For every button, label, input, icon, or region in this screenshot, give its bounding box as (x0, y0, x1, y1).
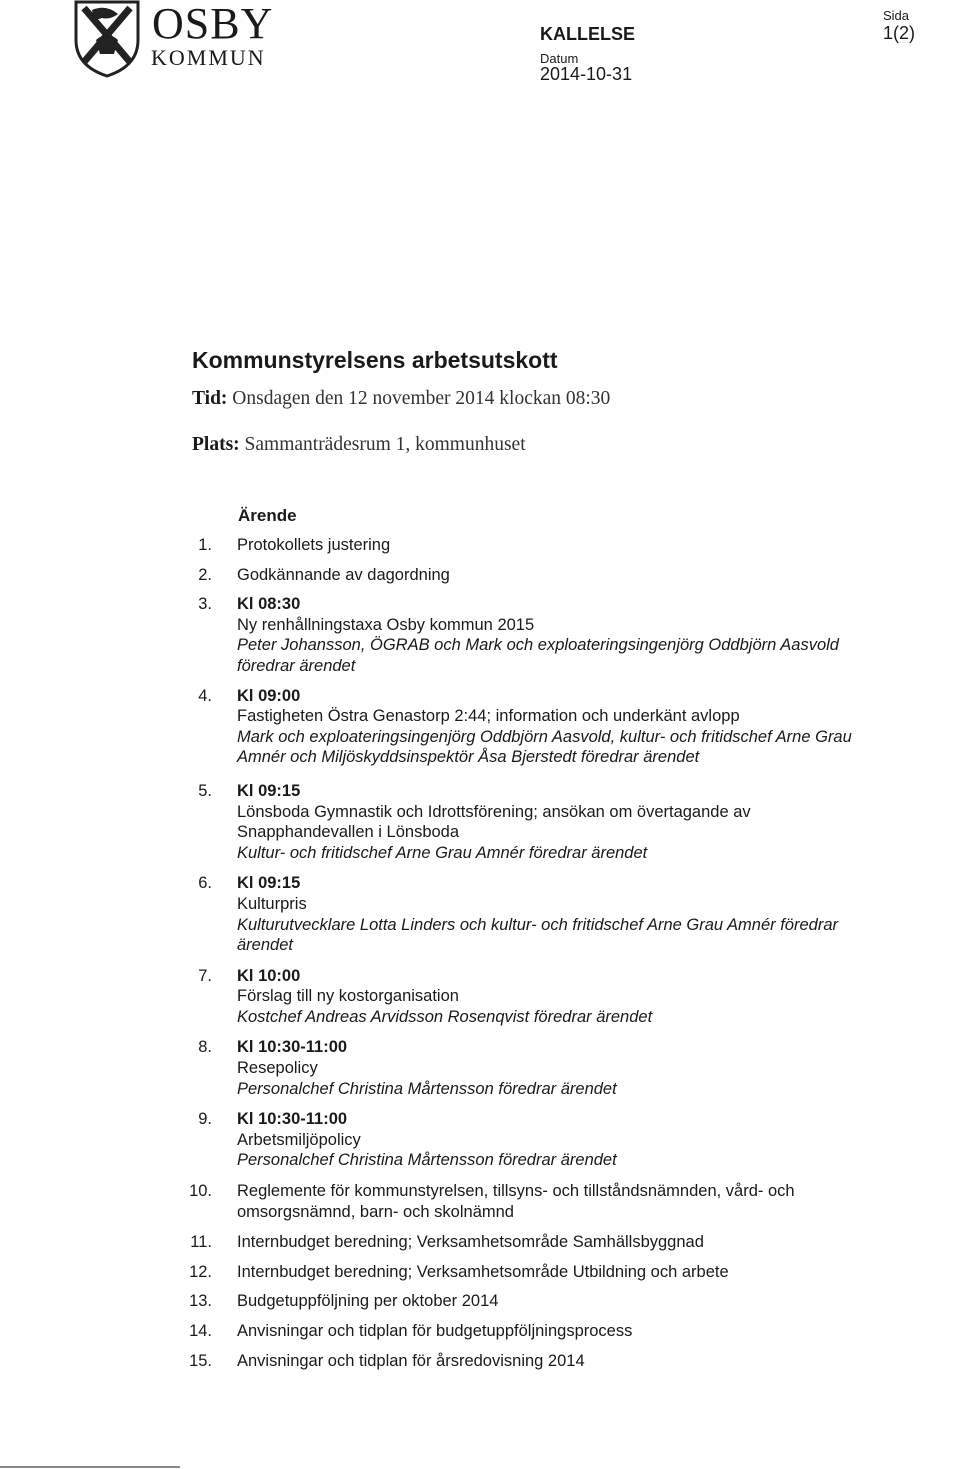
time-value: Onsdagen den 12 november 2014 klockan 08:30 (232, 388, 611, 409)
agenda-item-presenter: Kultur- och fritidschef Arne Grau Amnér föredrar ärendet (237, 843, 648, 862)
date-label: Datum (540, 51, 579, 66)
agenda-item-number: 9. (198, 1110, 212, 1129)
agenda-item-number: 10. (189, 1182, 212, 1201)
agenda-item (0, 873, 960, 955)
footer-rule (0, 1466, 180, 1468)
agenda-item (0, 565, 960, 586)
time-label: Tid: (192, 388, 228, 409)
agenda-item-presenter: Kostchef Andreas Arvidsson Rosenqvist föredrar ärendet (237, 1007, 653, 1026)
agenda-item (0, 1262, 960, 1283)
agenda-item-title: Anvisningar och tidplan för budgetuppföljningsprocess (237, 1322, 633, 1340)
agenda-item-time: Kl 08:30 (237, 595, 301, 614)
agenda-item (0, 686, 960, 768)
agenda-item-body (237, 1351, 857, 1372)
agenda-item-body (237, 594, 857, 676)
agenda-item (0, 1291, 960, 1312)
agenda-item-time: Kl 10:00 (237, 966, 301, 985)
agenda-item-title: Internbudget beredning; Verksamhetsområde Samhällsbyggnad (237, 1233, 704, 1252)
agenda-item-title: Reglemente för kommunstyrelsen, tillsyns- och tillståndsnämnden, vård- och omsorgsnämnd, barn- och skolnämnd (237, 1182, 795, 1221)
agenda-item-number: 13. (189, 1292, 212, 1311)
meeting-place (192, 434, 526, 456)
agenda-item (0, 1109, 960, 1171)
agenda-item (0, 594, 960, 676)
agenda-item-body (237, 1291, 857, 1312)
agenda-item-number: 4. (198, 686, 212, 705)
agenda-item-number: 3. (198, 595, 212, 614)
agenda-item-number: 7. (198, 966, 212, 985)
agenda-item (0, 966, 960, 1028)
agenda-item-time: Kl 09:15 (237, 874, 301, 893)
agenda-item-body (237, 1321, 857, 1342)
agenda-item-time: Kl 10:30-11:00 (237, 1038, 348, 1057)
agenda-item-number: 6. (198, 874, 212, 893)
agenda-item-title: Resepolicy (237, 1059, 318, 1078)
meeting-time (192, 388, 610, 410)
agenda-item (0, 1321, 960, 1342)
agenda-item-title: Kulturpris (237, 894, 307, 913)
agenda-item-body (237, 686, 857, 768)
document-type: KALLELSE (540, 24, 636, 44)
agenda-item-body (237, 1181, 857, 1222)
agenda-item-time: Kl 09:00 (237, 686, 301, 705)
agenda-item-number: 11. (190, 1233, 212, 1252)
place-label: Plats: (192, 434, 240, 455)
agenda-item (0, 1351, 960, 1372)
agenda-item-title: Ny renhållningstaxa Osby kommun 2015 (237, 615, 535, 634)
page-number: 1(2) (883, 23, 916, 43)
page-title: Kommunstyrelsens arbetsutskott (192, 347, 558, 373)
agenda-item-time: Kl 09:15 (237, 781, 301, 800)
agenda-item-title: Godkännande av dagordning (237, 565, 450, 584)
agenda-item-body (237, 1037, 857, 1099)
agenda-item-time: Kl 10:30-11:00 (237, 1110, 348, 1129)
agenda-item-title: Förslag till ny kostorganisation (237, 987, 459, 1006)
agenda-item-presenter: Personalchef Christina Mårtensson föredrar ärendet (237, 1151, 617, 1170)
agenda-item (0, 535, 960, 556)
agenda-item-body (237, 966, 857, 1028)
agenda-item-title: Lönsboda Gymnastik och Idrottsförening; ansökan om övertagande av Snapphandevallen i Lönsboda (237, 802, 751, 842)
agenda-item-number: 8. (198, 1038, 212, 1057)
agenda-item-body (237, 873, 857, 955)
agenda-item-title: Arbetsmiljöpolicy (237, 1130, 361, 1149)
logo-osby-text: OSBY (152, 0, 274, 48)
agenda-item-number: 15. (189, 1351, 212, 1370)
agenda-item-body (237, 565, 857, 586)
agenda-item (0, 1037, 960, 1099)
agenda-item-title: Internbudget beredning; Verksamhetsområde Utbildning och arbete (237, 1262, 729, 1281)
agenda-item-number: 5. (198, 781, 212, 800)
agenda-item-presenter: Peter Johansson, ÖGRAB och Mark och exploateringsingenjörg Oddbjörn Aasvold föredrar ärendet (237, 636, 839, 675)
agenda-item-number: 14. (189, 1322, 212, 1340)
page-label: Sida (883, 8, 910, 23)
agenda-item-presenter: Kulturutvecklare Lotta Linders och kultur- och fritidschef Arne Grau Amnér föredrar ärendet (237, 915, 839, 955)
agenda-item (0, 1181, 960, 1222)
agenda-item (0, 781, 960, 863)
agenda-item (0, 1232, 960, 1253)
agenda-item-body (237, 1262, 857, 1283)
agenda-item-body (237, 535, 857, 556)
agenda-item-number: 2. (198, 565, 212, 584)
agenda-item-body (237, 781, 857, 863)
agenda-item-title: Fastigheten Östra Genastorp 2:44; information och underkänt avlopp (237, 707, 740, 726)
agenda-item-presenter: Personalchef Christina Mårtensson föredrar ärendet (237, 1079, 617, 1098)
osby-coat-of-arms-logo (72, 0, 142, 78)
agenda-item-number: 12. (189, 1262, 212, 1281)
agenda-list (0, 535, 960, 1380)
agenda-item-number: 1. (198, 536, 212, 554)
place-value: Sammanträdesrum 1, kommunhuset (244, 434, 526, 455)
logo-kommun-text: KOMMUN (151, 45, 266, 70)
agenda-item-title: Budgetuppföljning per oktober 2014 (237, 1292, 499, 1311)
agenda-item-presenter: Mark och exploateringsingenjörg Oddbjörn Aasvold, kultur- och fritidschef Arne Grau Amnér och Miljöskyddsinspektör Åsa Bjerstedt föredrar ärendet (237, 727, 852, 767)
agenda-item-title: Anvisningar och tidplan för årsredovisning 2014 (237, 1351, 585, 1370)
date-value: 2014-10-31 (540, 64, 633, 84)
agenda-item-body (237, 1232, 857, 1253)
agenda-item-title: Protokollets justering (237, 536, 391, 554)
agenda-item-body (237, 1109, 857, 1171)
agenda-heading: Ärende (238, 506, 297, 525)
